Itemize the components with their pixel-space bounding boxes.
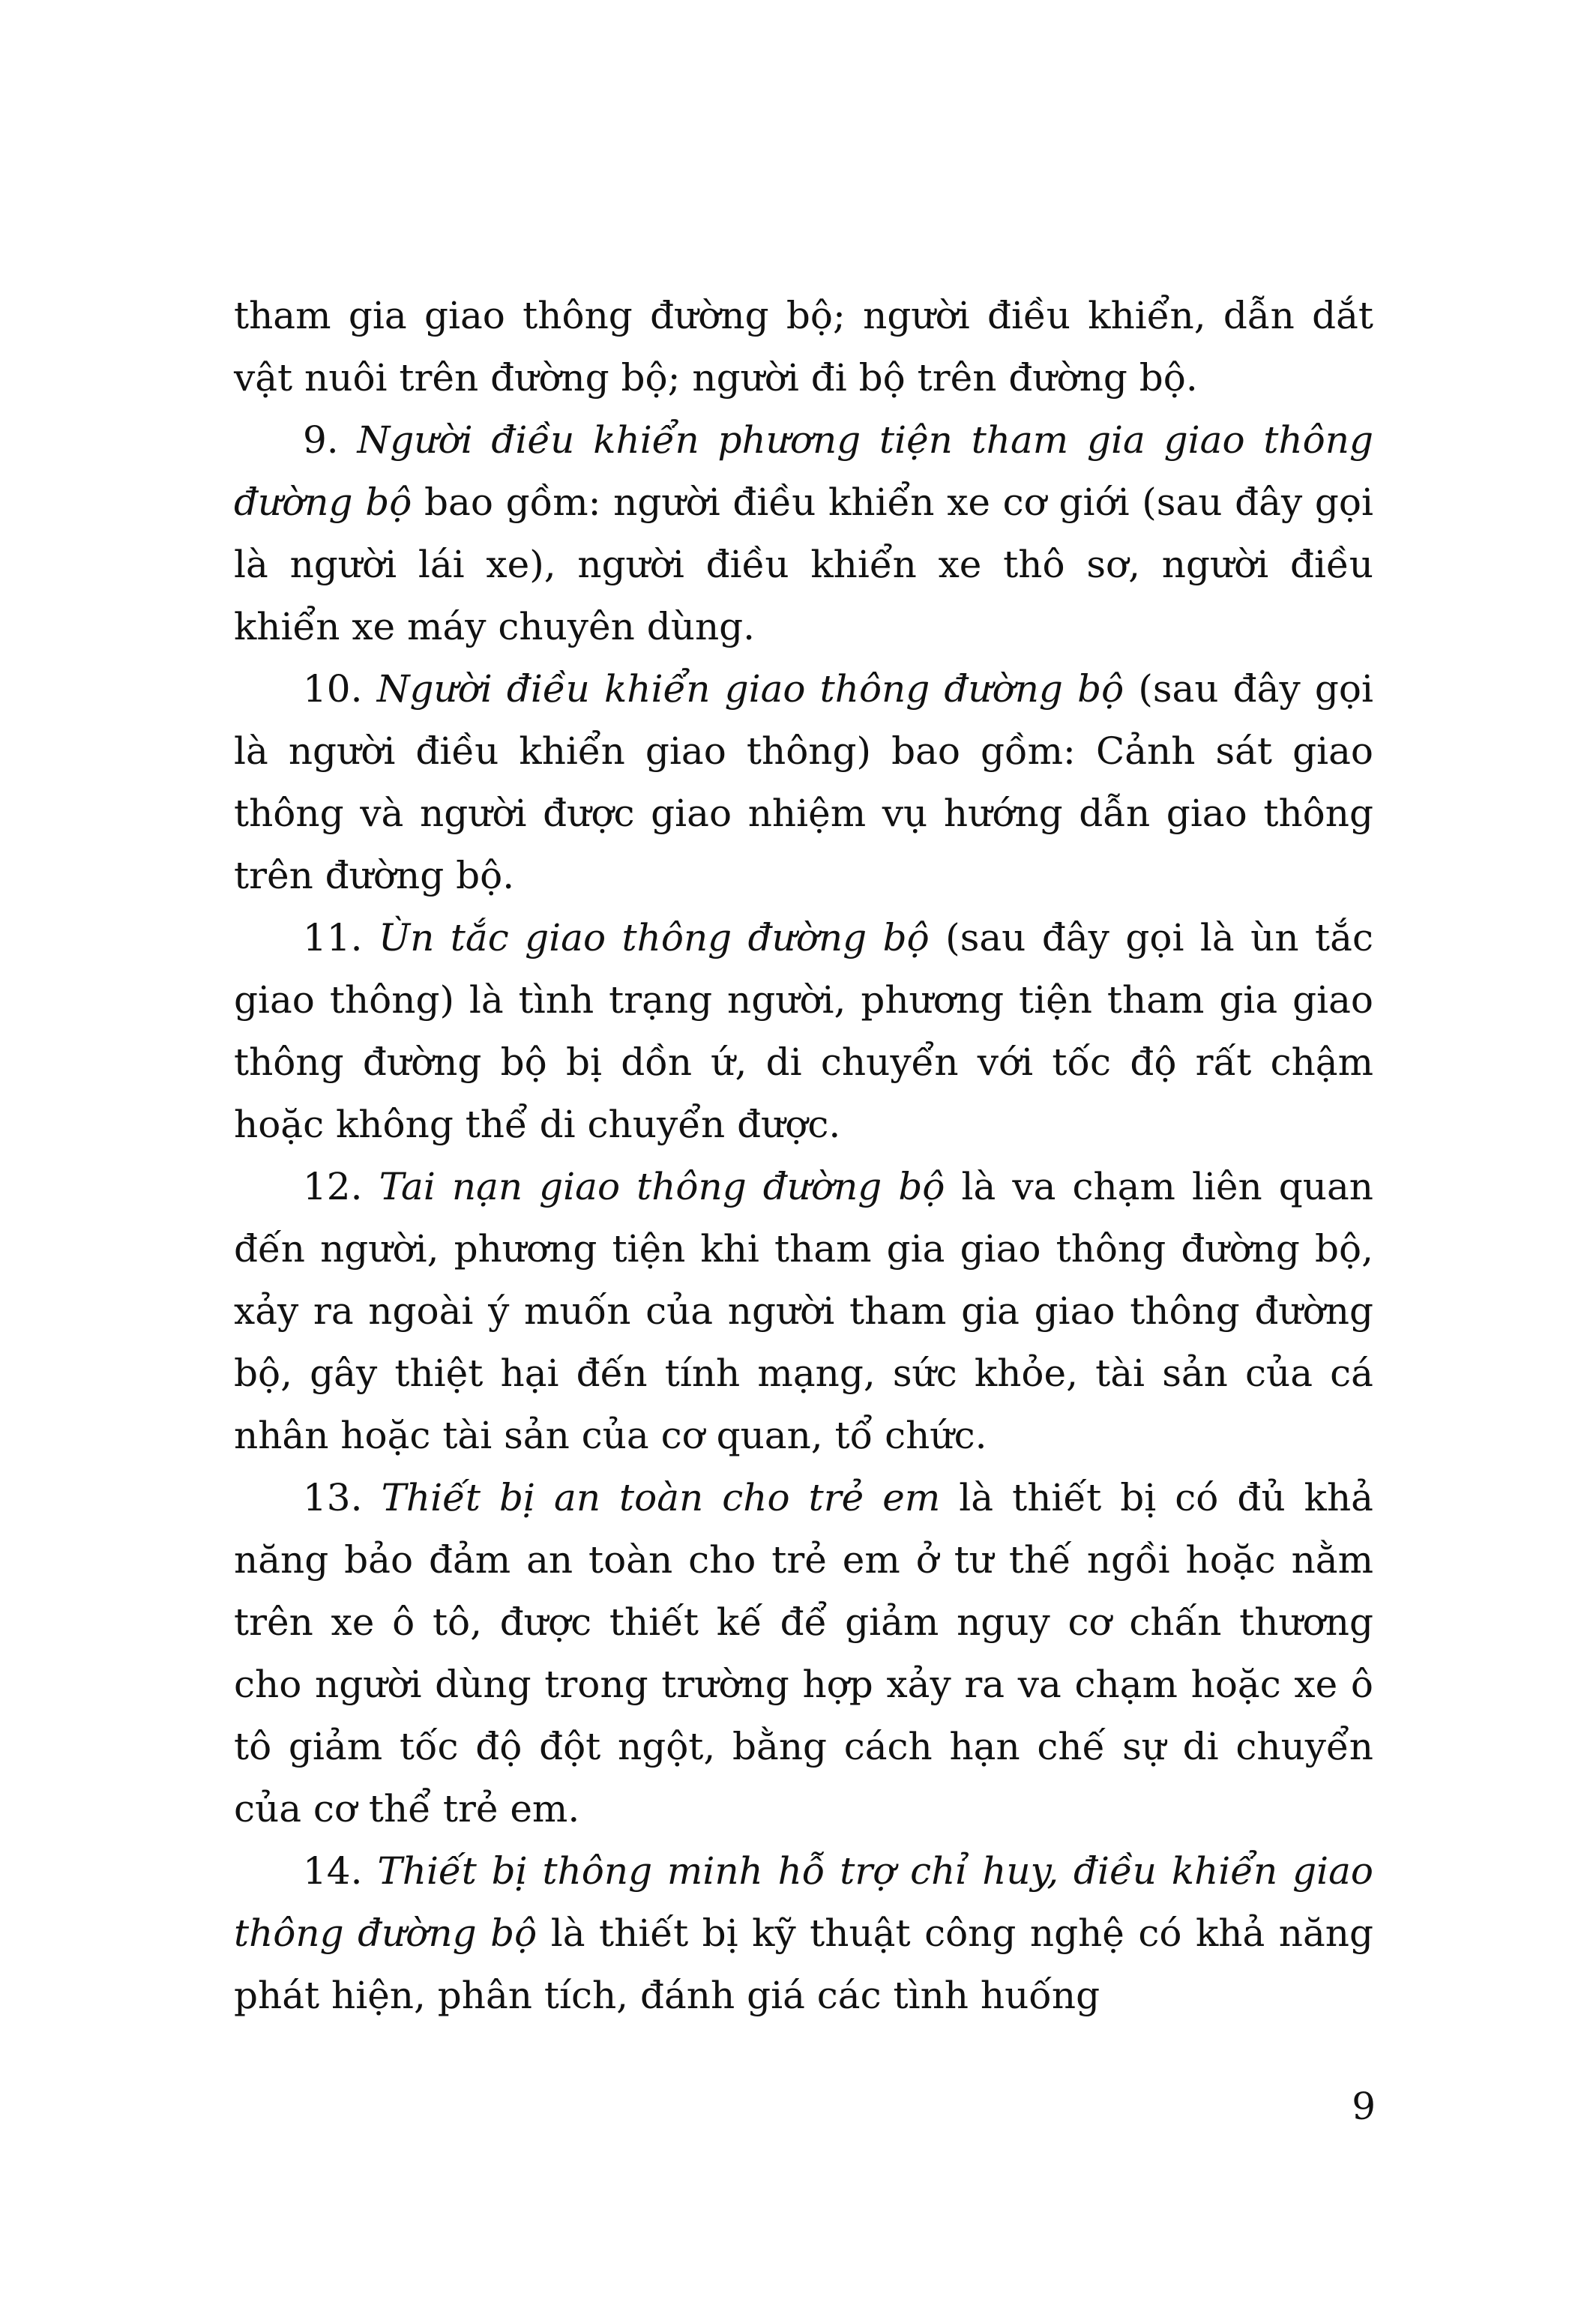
defined-term: Thiết bị thông minh hỗ trợ chỉ huy, điều khiển giao thông đường bộ [234,1849,1373,1955]
definition-text: là va chạm liên quan đến người, phương tiện khi tham gia giao thông đường bộ, xảy ra ngoài ý muốn của người tham gia giao thông đường bộ, gây thiệt hại đến tính mạng, sức khỏe, tài sản của cá nhân hoặc tài sản của cơ quan, tổ chức. [234,1165,1373,1457]
definition-12 [234,1156,1373,1467]
definition-14 [234,1840,1373,2027]
definition-number: 13. [303,1476,363,1519]
definition-number: 10. [303,667,363,711]
definition-number: 14. [303,1849,363,1893]
defined-term: Người điều khiển phương tiện tham gia giao thông đường bộ [234,418,1373,524]
defined-term: Ùn tắc giao thông đường bộ [379,916,930,959]
defined-term: Thiết bị an toàn cho trẻ em [381,1476,941,1519]
definition-text: là thiết bị kỹ thuật công nghệ có khả năng phát hiện, phân tích, đánh giá các tình huống [234,1911,1373,2017]
continued-paragraph [234,285,1373,409]
paragraph-text: tham gia giao thông đường bộ; người điều khiển, dẫn dắt vật nuôi trên đường bộ; người đi bộ trên đường bộ. [234,294,1373,400]
defined-term: Người điều khiển giao thông đường bộ [376,667,1124,711]
definition-number: 12. [303,1165,363,1208]
defined-term: Tai nạn giao thông đường bộ [379,1165,945,1208]
definition-text: (sau đây gọi là ùn tắc giao thông) là tình trạng người, phương tiện tham gia giao thông đường bộ bị dồn ứ, di chuyển với tốc độ rất chậm hoặc không thể di chuyển được. [234,916,1373,1146]
definition-text: (sau đây gọi là người điều khiển giao thông) bao gồm: Cảnh sát giao thông và người được giao nhiệm vụ hướng dẫn giao thông trên đường bộ. [234,667,1373,897]
definition-9 [234,409,1373,658]
definition-number: 9. [303,418,339,462]
definition-text: bao gồm: người điều khiển xe cơ giới (sau đây gọi là người lái xe), người điều khiển xe thô sơ, người điều khiển xe máy chuyên dùng. [234,480,1373,648]
definition-11 [234,907,1373,1156]
page-number: 9 [1352,2085,1376,2128]
definition-number: 11. [303,916,363,959]
definition-10 [234,658,1373,907]
body-text [234,285,1373,2027]
definition-13 [234,1467,1373,1840]
definition-text: là thiết bị có đủ khả năng bảo đảm an toàn cho trẻ em ở tư thế ngồi hoặc nằm trên xe ô tô, được thiết kế để giảm nguy cơ chấn thương cho người dùng trong trường hợp xảy ra va chạm hoặc xe ô tô giảm tốc độ đột ngột, bằng cách hạn chế sự di chuyển của cơ thể trẻ em. [234,1476,1373,1831]
